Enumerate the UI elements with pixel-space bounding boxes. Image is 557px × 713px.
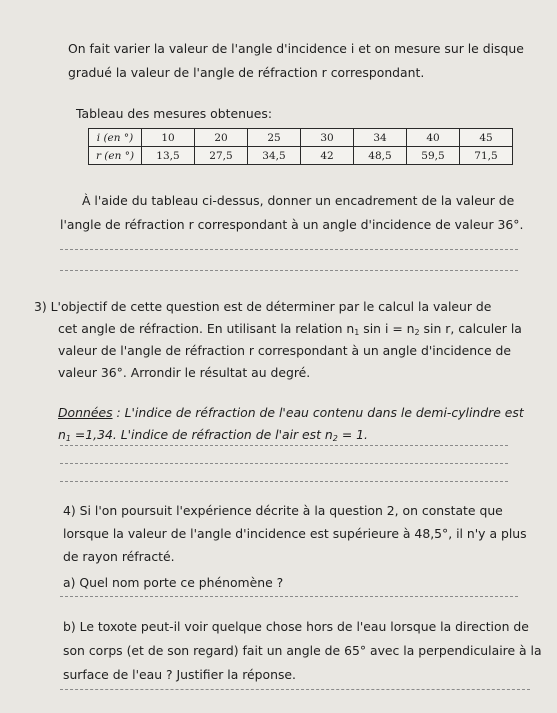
answer-line bbox=[60, 249, 518, 250]
question-3-line-4: valeur 36°. Arrondir le résultat au degré. bbox=[58, 365, 311, 380]
answer-line bbox=[60, 270, 518, 271]
question-4-line-1: 4) Si l'on poursuit l'expérience décrite à la question 2, on constate que bbox=[63, 503, 503, 518]
table-cell: 34,5 bbox=[248, 147, 301, 165]
table-title: Tableau des mesures obtenues: bbox=[76, 106, 273, 121]
q3-text-a: cet angle de réfraction. En utilisant la relation n bbox=[58, 321, 355, 336]
question-4b-line-2: son corps (et de son regard) fait un angle de 65° avec la perpendiculaire à la bbox=[63, 643, 542, 658]
data-text: =1,34. L'indice de réfraction de l'air est n bbox=[70, 427, 333, 442]
question-4a: a) Quel nom porte ce phénomène ? bbox=[63, 575, 284, 590]
table-cell: 27,5 bbox=[195, 147, 248, 165]
answer-line bbox=[60, 463, 508, 464]
table-cell: 30 bbox=[301, 129, 354, 147]
table-row-refraction bbox=[89, 147, 513, 165]
table-cell: 40 bbox=[407, 129, 460, 147]
data-subscript: 1 bbox=[65, 434, 71, 443]
data-text: n bbox=[58, 427, 66, 442]
question-3-line-3: valeur de l'angle de réfraction r correspondant à un angle d'incidence de bbox=[58, 343, 512, 358]
answer-line bbox=[60, 689, 530, 690]
table-cell: 10 bbox=[142, 129, 195, 147]
question-4-line-3: de rayon réfracté. bbox=[63, 549, 175, 564]
table-header-cell: i (en °) bbox=[89, 129, 142, 147]
q3-subscript: 1 bbox=[354, 328, 360, 337]
table-cell: 45 bbox=[460, 129, 513, 147]
answer-line bbox=[60, 596, 518, 597]
table-cell: 13,5 bbox=[142, 147, 195, 165]
table-cell: 59,5 bbox=[407, 147, 460, 165]
table-cell: 34 bbox=[354, 129, 407, 147]
table-row-incidence bbox=[89, 129, 513, 147]
data-line-1 bbox=[58, 402, 524, 423]
table-cell: 25 bbox=[248, 129, 301, 147]
q3-text-c: sin r, calculer la bbox=[419, 321, 522, 336]
table-cell: 20 bbox=[195, 129, 248, 147]
intro-line-1: On fait varier la valeur de l'angle d'incidence i et on mesure sur le disque bbox=[68, 41, 524, 56]
q3-subscript: 2 bbox=[414, 328, 420, 337]
answer-line bbox=[60, 481, 508, 482]
measurements-table bbox=[88, 128, 513, 165]
data-subscript: 2 bbox=[332, 434, 338, 443]
table-cell: 42 bbox=[301, 147, 354, 165]
intro-line-2: gradué la valeur de l'angle de réfraction r correspondant. bbox=[68, 65, 425, 80]
question-3-line-1: 3) L'objectif de cette question est de déterminer par le calcul la valeur de bbox=[34, 299, 492, 314]
table-header-cell: r (en °) bbox=[89, 147, 142, 165]
question-encadrement-line-1: À l'aide du tableau ci-dessus, donner un encadrement de la valeur de bbox=[82, 193, 515, 208]
q3-text-b: sin i = n bbox=[359, 321, 415, 336]
table-cell: 48,5 bbox=[354, 147, 407, 165]
question-encadrement-line-2: l'angle de réfraction r correspondant à un angle d'incidence de valeur 36°. bbox=[60, 217, 524, 232]
question-4b-line-3: surface de l'eau ? Justifier la réponse. bbox=[63, 667, 296, 682]
question-4-line-2: lorsque la valeur de l'angle d'incidence est supérieure à 48,5°, il n'y a plus bbox=[63, 526, 527, 541]
answer-line bbox=[60, 445, 508, 446]
data-label: Données bbox=[58, 405, 113, 420]
table-cell: 71,5 bbox=[460, 147, 513, 165]
data-text: = 1. bbox=[337, 427, 368, 442]
question-4b-line-1: b) Le toxote peut-il voir quelque chose hors de l'eau lorsque la direction de bbox=[63, 619, 529, 634]
data-text: : L'indice de réfraction de l'eau contenu dans le demi-cylindre est bbox=[112, 405, 524, 420]
